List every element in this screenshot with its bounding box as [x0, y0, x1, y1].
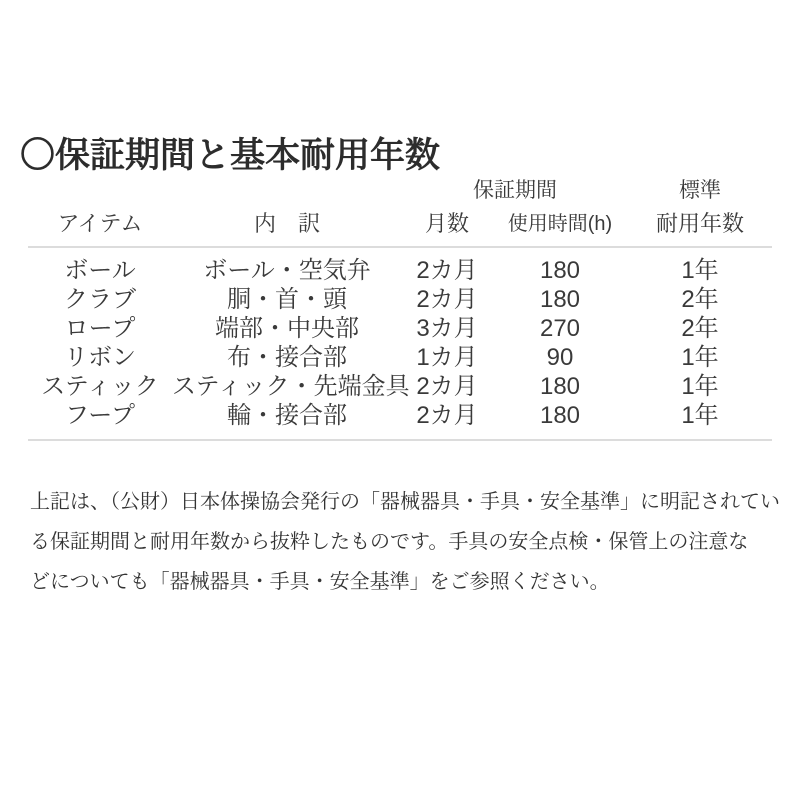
- column-header-breakdown: 内 訳: [253, 211, 320, 236]
- hours-cell: 180: [539, 257, 581, 284]
- hours-cell: 180: [539, 373, 581, 400]
- source-note-line: る保証期間と耐用年数から抜粋したものです。手具の安全点検・保管上の注意な: [30, 531, 749, 553]
- years-cell: 1年: [681, 257, 719, 284]
- table-row: [28, 256, 772, 285]
- breakdown-cell: 端部・中央部: [215, 315, 359, 342]
- years-cell: 1年: [681, 373, 719, 400]
- months-cell: 3カ月: [416, 315, 478, 342]
- column-header-months: 月数: [424, 211, 469, 236]
- breakdown-cell: ボール・空気弁: [203, 257, 371, 284]
- months-cell: 2カ月: [416, 402, 478, 429]
- column-header-item: アイテム: [57, 211, 143, 236]
- breakdown-cell: 布・接合部: [227, 344, 347, 371]
- item-cell: スティック: [41, 373, 159, 400]
- group-header-warranty: 保証期間: [473, 179, 557, 202]
- years-cell: 1年: [681, 344, 719, 371]
- warranty-table: [28, 176, 772, 441]
- years-cell: 1年: [681, 402, 719, 429]
- breakdown-cell: スティック・先端金具: [172, 373, 410, 400]
- months-cell: 1カ月: [416, 344, 478, 371]
- table-body: [28, 248, 772, 439]
- item-cell: ボール: [64, 257, 136, 284]
- years-cell: 2年: [681, 315, 719, 342]
- column-header-usage-hours: 使用時間(h): [507, 213, 613, 235]
- column-header-useful-life: 耐用年数: [655, 211, 744, 236]
- months-cell: 2カ月: [416, 373, 478, 400]
- hours-cell: 180: [539, 402, 581, 429]
- source-note: [30, 482, 780, 602]
- source-note-line: 上記は、（公財）日本体操協会発行の「器械器具・手具・安全基準」に明記されてい: [30, 491, 780, 513]
- group-header-spacer: [28, 176, 402, 206]
- page-title: 〇保証期間と基本耐用年数: [20, 136, 441, 175]
- breakdown-cell: 胴・首・頭: [227, 286, 347, 313]
- hours-cell: 180: [539, 286, 581, 313]
- item-cell: フープ: [64, 402, 136, 429]
- years-cell: 2年: [681, 286, 719, 313]
- table-row: [28, 401, 772, 430]
- table-column-header-row: [28, 206, 772, 242]
- table-row: [28, 372, 772, 401]
- item-cell: クラブ: [64, 286, 136, 313]
- table-row: [28, 285, 772, 314]
- item-cell: ロープ: [64, 315, 136, 342]
- table-row: [28, 314, 772, 343]
- breakdown-cell: 輪・接合部: [227, 402, 347, 429]
- table-group-header-row: [28, 176, 772, 206]
- table-bottom-divider: [28, 439, 772, 441]
- months-cell: 2カ月: [416, 257, 478, 284]
- group-header-standard: 標準: [679, 179, 721, 202]
- table-row: [28, 343, 772, 372]
- item-cell: リボン: [64, 344, 136, 371]
- hours-cell: 90: [546, 344, 574, 371]
- hours-cell: 270: [539, 315, 581, 342]
- source-note-line: どについても「器械器具・手具・安全基準」をご参照ください。: [30, 571, 610, 593]
- months-cell: 2カ月: [416, 286, 478, 313]
